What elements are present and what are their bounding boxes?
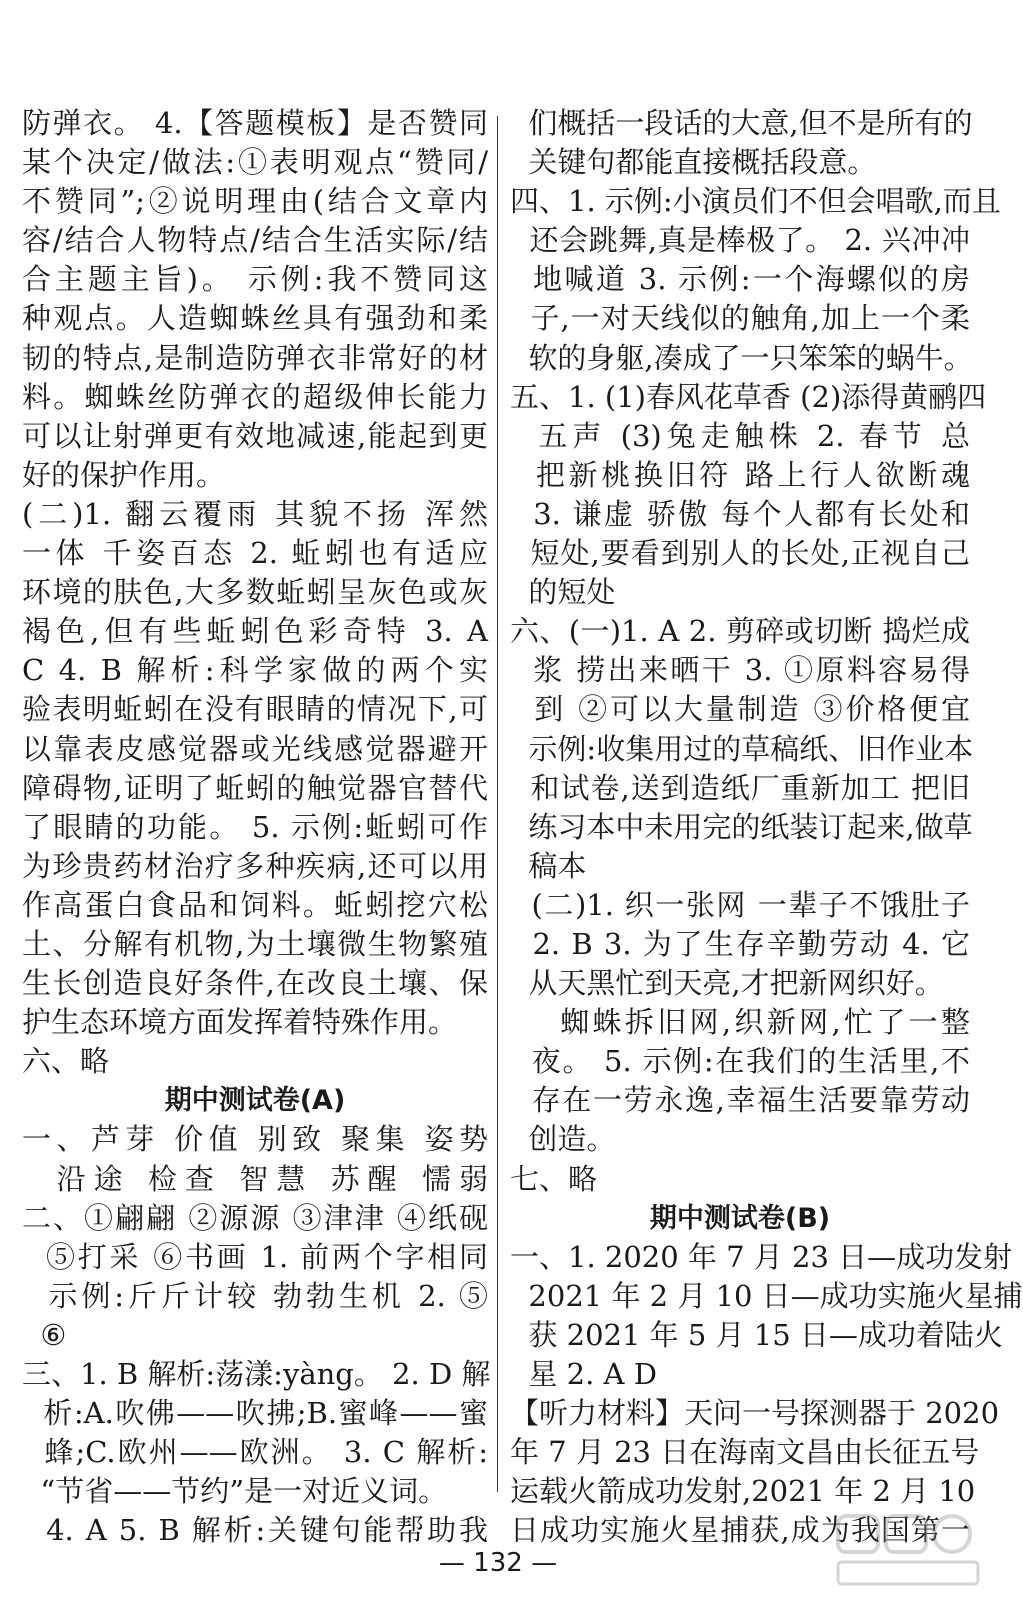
- text-line: (二)1. 织一张网 一辈子不饿肚子: [510, 887, 970, 922]
- text-line: 星 2. A D: [510, 1357, 657, 1391]
- text-line: 地喊道 3. 示例:一个海螺似的房: [510, 262, 970, 297]
- text-line: 子,一对天线似的触角,加上一个柔: [510, 301, 970, 336]
- text-line: 还会跳舞,真是棒极了。 2. 兴冲冲: [510, 223, 970, 258]
- text-line: 三、1. B 解析:荡漾:yàng。 2. D 解: [22, 1357, 491, 1391]
- text-line: 土、分解有机物,为土壤微生物繁殖: [22, 926, 488, 961]
- text-line: 蜂;C.欧州——欧洲。 3. C 解析:: [22, 1435, 488, 1470]
- text-line: 蜘蛛拆旧网,织新网,忙了一整: [510, 1005, 970, 1040]
- text-line: 关键句都能直接概括段意。: [510, 145, 877, 180]
- text-line: 练习本中未用完的纸装订起来,做草: [510, 809, 973, 844]
- text-line: 和试卷,送到造纸厂重新加工 把旧: [510, 770, 970, 805]
- text-line: 沿途 检查 智慧 苏醒 懦弱: [22, 1161, 488, 1196]
- text-line: 夜。 5. 示例:在我们的生活里,不: [510, 1044, 970, 1079]
- text-line: 一体 千姿百态 2. 蚯蚓也有适应: [22, 536, 488, 571]
- text-line: 存在一劳永逸,幸福生活要靠劳动: [510, 1083, 970, 1118]
- text-line: 一、芦芽 价值 别致 聚集 姿势: [22, 1122, 488, 1157]
- text-line: 为珍贵药材治疗多种疾病,还可以用: [22, 848, 488, 883]
- column-divider: [497, 116, 498, 1492]
- right-column: [510, 104, 1023, 1550]
- text-line: 障碍物,证明了蚯蚓的触觉器官替代: [22, 770, 488, 805]
- watermark-logo: [832, 1512, 982, 1590]
- text-line: 从天黑忙到天亮,才把新网织好。: [510, 966, 944, 1001]
- text-line: (二)1. 翻云覆雨 其貌不扬 浑然: [22, 496, 488, 531]
- text-line: 析:A.吹佛——吹拂;B.蜜峰——蜜: [22, 1396, 488, 1431]
- text-line: 五声 (3)兔走触株 2. 春节 总: [510, 418, 970, 453]
- text-line: 料。蜘蛛丝防弹衣的超级伸长能力: [22, 379, 488, 414]
- text-line: ⑤打采 ⑥书画 1. 前两个字相同: [22, 1239, 488, 1274]
- text-line: 软的身躯,凑成了一只笨笨的蜗牛。: [510, 340, 973, 375]
- text-line: 环境的肤色,大多数蚯蚓呈灰色或灰: [22, 575, 488, 610]
- text-line: 五、1. (1)春风花草香 (2)添得黄鹂四: [510, 379, 987, 414]
- text-line: 四、1. 示例:小演员们不但会唱歌,而且: [510, 184, 1001, 219]
- text-line: 们概括一段话的大意,但不是所有的: [510, 106, 973, 140]
- text-line: 获 2021 年 5 月 15 日—成功着陆火: [510, 1317, 1003, 1352]
- text-line: 二、①翩翩 ②源源 ③津津 ④纸砚: [22, 1200, 488, 1235]
- text-line: 可以让射弹更有效地减速,能起到更: [22, 418, 488, 453]
- text-line: 作高蛋白食品和饲料。蚯蚓挖穴松: [22, 887, 488, 922]
- text-line: 创造。: [510, 1122, 616, 1157]
- text-line: 容/结合人物特点/结合生活实际/结: [22, 223, 488, 258]
- text-line: 六、(一)1. A 2. 剪碎或切断 捣烂成: [510, 614, 970, 649]
- text-line: 稿本: [510, 848, 587, 883]
- page-number: — 132 —: [438, 1548, 558, 1578]
- text-line: “节省——节约”是一对近义词。: [22, 1474, 448, 1509]
- text-line: 七、略: [510, 1161, 598, 1196]
- left-column: [22, 104, 491, 1550]
- text-line: 期中测试卷(B): [649, 1202, 831, 1234]
- text-line: 防弹衣。 4.【答题模板】是否赞同: [22, 106, 488, 140]
- text-line: 4. A 5. B 解析:关键句能帮助我: [22, 1513, 488, 1548]
- text-line: 一、1. 2020 年 7 月 23 日—成功发射: [510, 1239, 1013, 1274]
- text-line: 示例:斤斤计较 勃勃生机 2. ⑤: [22, 1278, 488, 1313]
- text-line: 2. B 3. 为了生存辛勤劳动 4. 它: [510, 926, 970, 961]
- text-line: 不赞同”;②说明理由(结合文章内: [22, 184, 488, 219]
- text-line: 韧的特点,是制造防弹衣非常好的材: [22, 340, 488, 375]
- text-line: ⑥: [22, 1317, 67, 1352]
- text-line: 好的保护作用。: [22, 457, 226, 492]
- text-line: 某个决定/做法:①表明观点“赞同/: [22, 145, 488, 180]
- text-line: 3. 谦虚 骄傲 每个人都有长处和: [510, 496, 970, 531]
- text-line: 了眼睛的功能。 5. 示例:蚯蚓可作: [22, 809, 488, 844]
- text-line: 到 ②可以大量制造 ③价格便宜: [510, 692, 970, 727]
- text-line: 期中测试卷(A): [164, 1085, 346, 1117]
- text-line: 以靠表皮感觉器或光线感觉器避开: [22, 731, 488, 766]
- text-line: 把新桃换旧符 路上行人欲断魂: [510, 457, 970, 492]
- text-line: 合主题主旨)。 示例:我不赞同这: [22, 262, 488, 297]
- text-line: 护生态环境方面发挥着特殊作用。: [22, 1005, 458, 1040]
- text-line: 的短处: [510, 575, 616, 610]
- text-line: 验表明蚯蚓在没有眼睛的情况下,可: [22, 692, 488, 727]
- text-line: 生长创造良好条件,在改良土壤、保: [22, 966, 488, 1001]
- text-line: 【听力材料】天问一号探测器于 2020: [510, 1396, 1000, 1431]
- text-line: 褐色,但有些蚯蚓色彩奇特 3. A: [22, 614, 488, 649]
- text-line: C 4. B 解析:科学家做的两个实: [22, 653, 488, 688]
- text-line: 短处,要看到别人的长处,正视自己: [510, 536, 970, 571]
- text-line: 年 7 月 23 日在海南文昌由长征五号: [510, 1435, 980, 1470]
- text-line: 示例:收集用过的草稿纸、旧作业本: [510, 731, 974, 766]
- text-line: 日成功实施火星捕获,成为我国第一: [510, 1513, 970, 1548]
- text-line: 六、略: [22, 1044, 110, 1079]
- text-line: 浆 捞出来晒干 3. ①原料容易得: [510, 653, 970, 688]
- text-line: 种观点。人造蜘蛛丝具有强劲和柔: [22, 301, 488, 336]
- text-line: 运载火箭成功发射,2021 年 2 月 10: [510, 1474, 976, 1509]
- text-line: 2021 年 2 月 10 日—成功实施火星捕: [510, 1278, 1023, 1313]
